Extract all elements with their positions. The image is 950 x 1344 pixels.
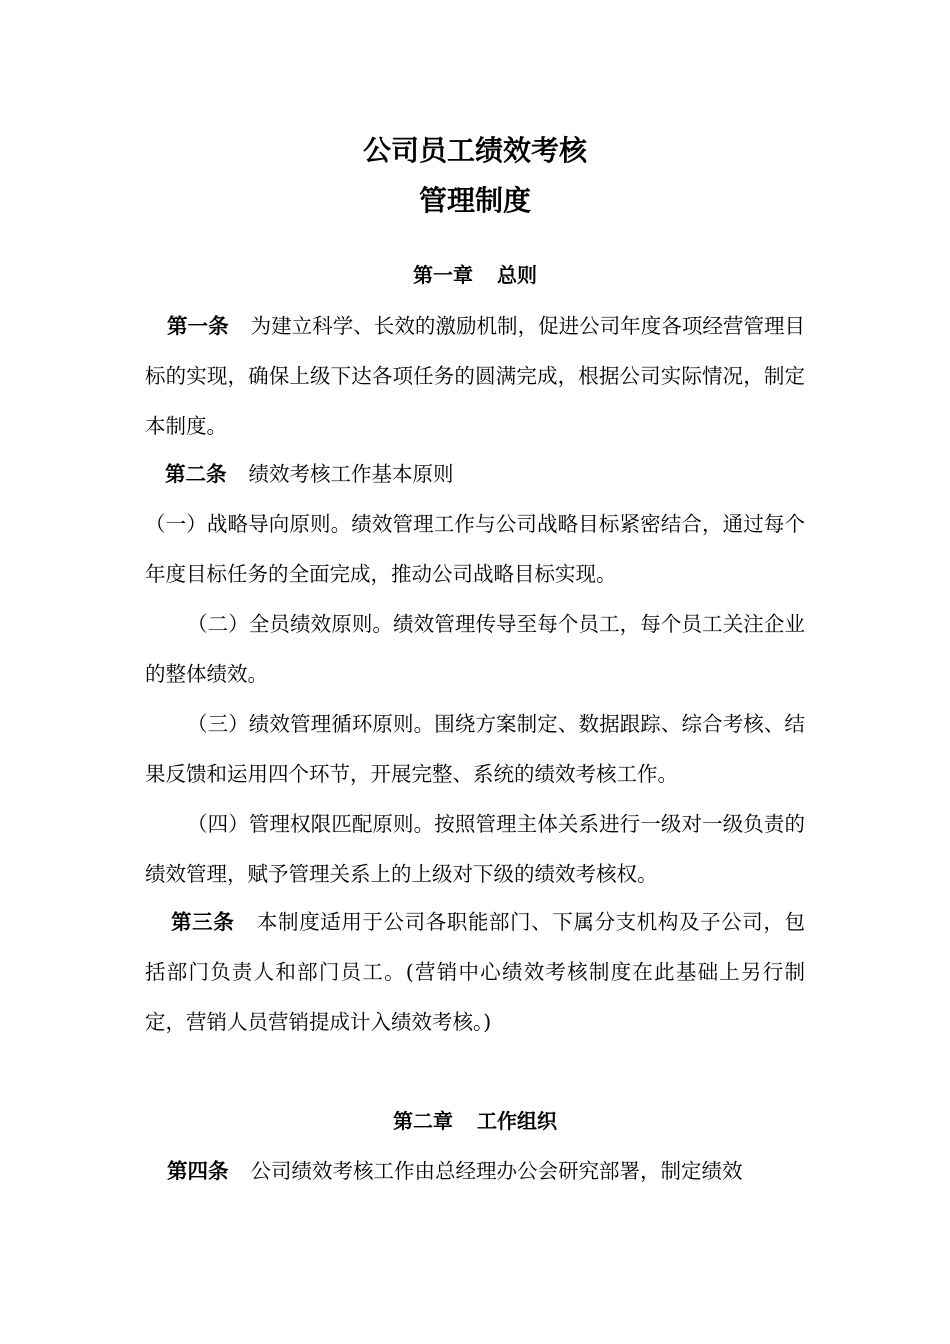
article-1 [145,301,805,451]
document-title-line1: 公司员工绩效考核 [362,134,587,167]
article-2-text: 绩效考核工作基本原则 [248,462,454,486]
chapter-2-name: 工作组织 [477,1109,557,1133]
principle-4: （四）管理权限匹配原则。按照管理主体关系进行一级对一级负责的绩效管理，赋予管理关系上的上级对下级的绩效考核权。 [145,812,805,886]
article-1-text: 为建立科学、长效的激励机制，促进公司年度各项经营管理目标的实现，确保上级下达各项任务的圆满完成，根据公司实际情况，制定本制度。 [145,314,806,438]
chapter-1-name: 总则 [497,263,537,287]
principle-2: （二）全员绩效原则。绩效管理传导至每个员工，每个员工关注企业的整体绩效。 [145,612,805,686]
article-3 [145,897,805,1047]
article-3-label: 第三条 [171,910,235,934]
chapter-1-heading [0,260,950,290]
document-title-line2: 管理制度 [418,184,531,217]
article-2 [145,449,805,499]
article-2-label: 第二条 [165,462,227,486]
chapter-2-number: 第二章 [393,1109,453,1133]
article-1-label: 第一条 [167,314,229,338]
article-4 [145,1146,805,1196]
article-3-text: 本制度适用于公司各职能部门、下属分支机构及子公司，包括部门负责人和部门员工。(营销中心绩效考核制度在此基础上另行制定，营销人员营销提成计入绩效考核。) [145,910,806,1034]
principle-3: （三）绩效管理循环原则。围绕方案制定、数据跟踪、综合考核、结果反馈和运用四个环节，开展完整、系统的绩效考核工作。 [145,712,805,786]
chapter-2-heading [0,1106,950,1136]
chapter-1-number: 第一章 [413,263,473,287]
article-4-label: 第四条 [167,1159,229,1183]
article-4-text: 公司绩效考核工作由总经理办公会研究部署，制定绩效 [250,1159,743,1183]
principle-1: （一）战略导向原则。绩效管理工作与公司战略目标紧密结合，通过每个年度目标任务的全面完成，推动公司战略目标实现。 [145,512,805,586]
